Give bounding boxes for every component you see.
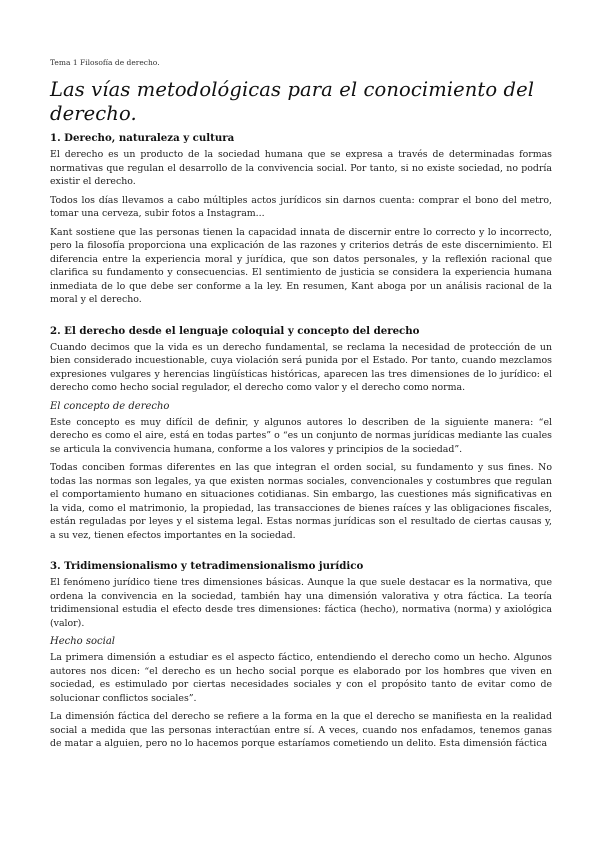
section-spacer <box>50 547 552 559</box>
paragraph: El fenómeno jurídico tiene tres dimensiones básicas. Aunque la que suele destacar es la normativa, que ordena la convivencia en la sociedad, también hay una dimensión valorativa y otra fáctica. La teoría tridimensional estudia el efecto desde tres dimensiones: fáctica (hecho), normativa (norma) y axiológica (valor). <box>50 577 552 629</box>
page-title: Las vías metodológicas para el conocimiento del derecho. <box>50 78 535 125</box>
paragraph: Todos los días llevamos a cabo múltiples actos jurídicos sin darnos cuenta: comprar el bono del metro, tomar una cerveza, subir fotos a Instagram... <box>50 194 552 219</box>
paragraph: Kant sostiene que las personas tienen la capacidad innata de discernir entre lo correcto y lo incorrecto, pero la filosofía proporciona una explicación de las razones y criterios detrás de este discernimiento. El diferencia entre la experiencia moral y jurídica, que son datos personales, y la reflexión racional que clarifica su fundamento y consecuencias. El sentimiento de justicia se considera la experiencia humana inmediata de lo que debe ser conforme a la ley. En resumen, Kant aboga por un análisis racional de la moral y el derecho. <box>50 226 552 305</box>
section-heading: 3. Tridimensionalismo y tetradimensionalismo jurídico <box>50 560 364 572</box>
paragraph: La primera dimensión a estudiar es el aspecto fáctico, entendiendo el derecho como un hecho. Algunos autores nos dicen: “el derecho es un hecho social porque es elaborado por los hombres que viven en sociedad, es estimulado por ciertas necesidades sociales y con el propósito tanto de evitar como de solucionar conflictos sociales”. <box>50 652 552 704</box>
section-heading: 2. El derecho desde el lenguaje coloquial y concepto del derecho <box>50 324 420 337</box>
paragraph: Cuando decimos que la vida es un derecho fundamental, se reclama la necesidad de protección de un bien considerado incuestionable, cuya violación será punida por el Estado. Por tanto, cuando mezclamos expresiones vulgares y herencias lingüísticas históricas, aparecen las tres dimensiones de lo jurídico: el derecho como hecho social regulador, el derecho como valor y el derecho como norma. <box>50 341 552 393</box>
section-heading: 1. Derecho, naturaleza y cultura <box>50 132 235 144</box>
subsection-heading: El concepto de derecho <box>50 400 170 412</box>
section-1 <box>50 131 552 307</box>
paragraph: La dimensión fáctica del derecho se refiere a la forma en la que el derecho se manifiesta en la realidad social a medida que las personas interactúan entre sí. A veces, cuando nos enfadamos, tenemos ganas de matar a alguien, pero no lo hacemos porque estaríamos cometiendo un delito. Esta dimensión fáctica <box>50 711 552 749</box>
paragraph: Todas conciben formas diferentes en las que integran el orden social, su fundamento y sus fines. No todas las normas son legales, ya que existen normas sociales, convencionales y costumbres que regulan el comportamiento humano en situaciones cotidianas. Sin embargo, las cuestiones más significativas en la vida, como el matrimonio, la propiedad, las transacciones de bienes raíces y las obligaciones fiscales, están reguladas por leyes y el sistema legal. Estas normas jurídicas son el resultado de ciertas causas y, a su vez, tienen efectos importantes en la sociedad. <box>50 462 552 541</box>
paragraph: El derecho es un producto de la sociedad humana que se expresa a través de determinadas formas normativas que regulan el desarrollo de la convivencia social. Por tanto, si no existe sociedad, no podría existir el derecho. <box>50 149 552 187</box>
section-spacer <box>50 312 552 324</box>
paragraph: Este concepto es muy difícil de definir, y algunos autores lo describen de la siguiente manera: “el derecho es como el aire, está en todas partes” o “es un conjunto de normas jurídicas mediante las cuales se articula la convivencia humana, conforme a los valores y principios de la sociedad”. <box>50 416 552 455</box>
section-2 <box>50 324 552 543</box>
section-3 <box>50 559 552 751</box>
document-content <box>50 58 552 756</box>
topic-header: Tema 1 Filosofía de derecho. <box>50 58 160 67</box>
subsection-heading: Hecho social <box>50 636 115 647</box>
